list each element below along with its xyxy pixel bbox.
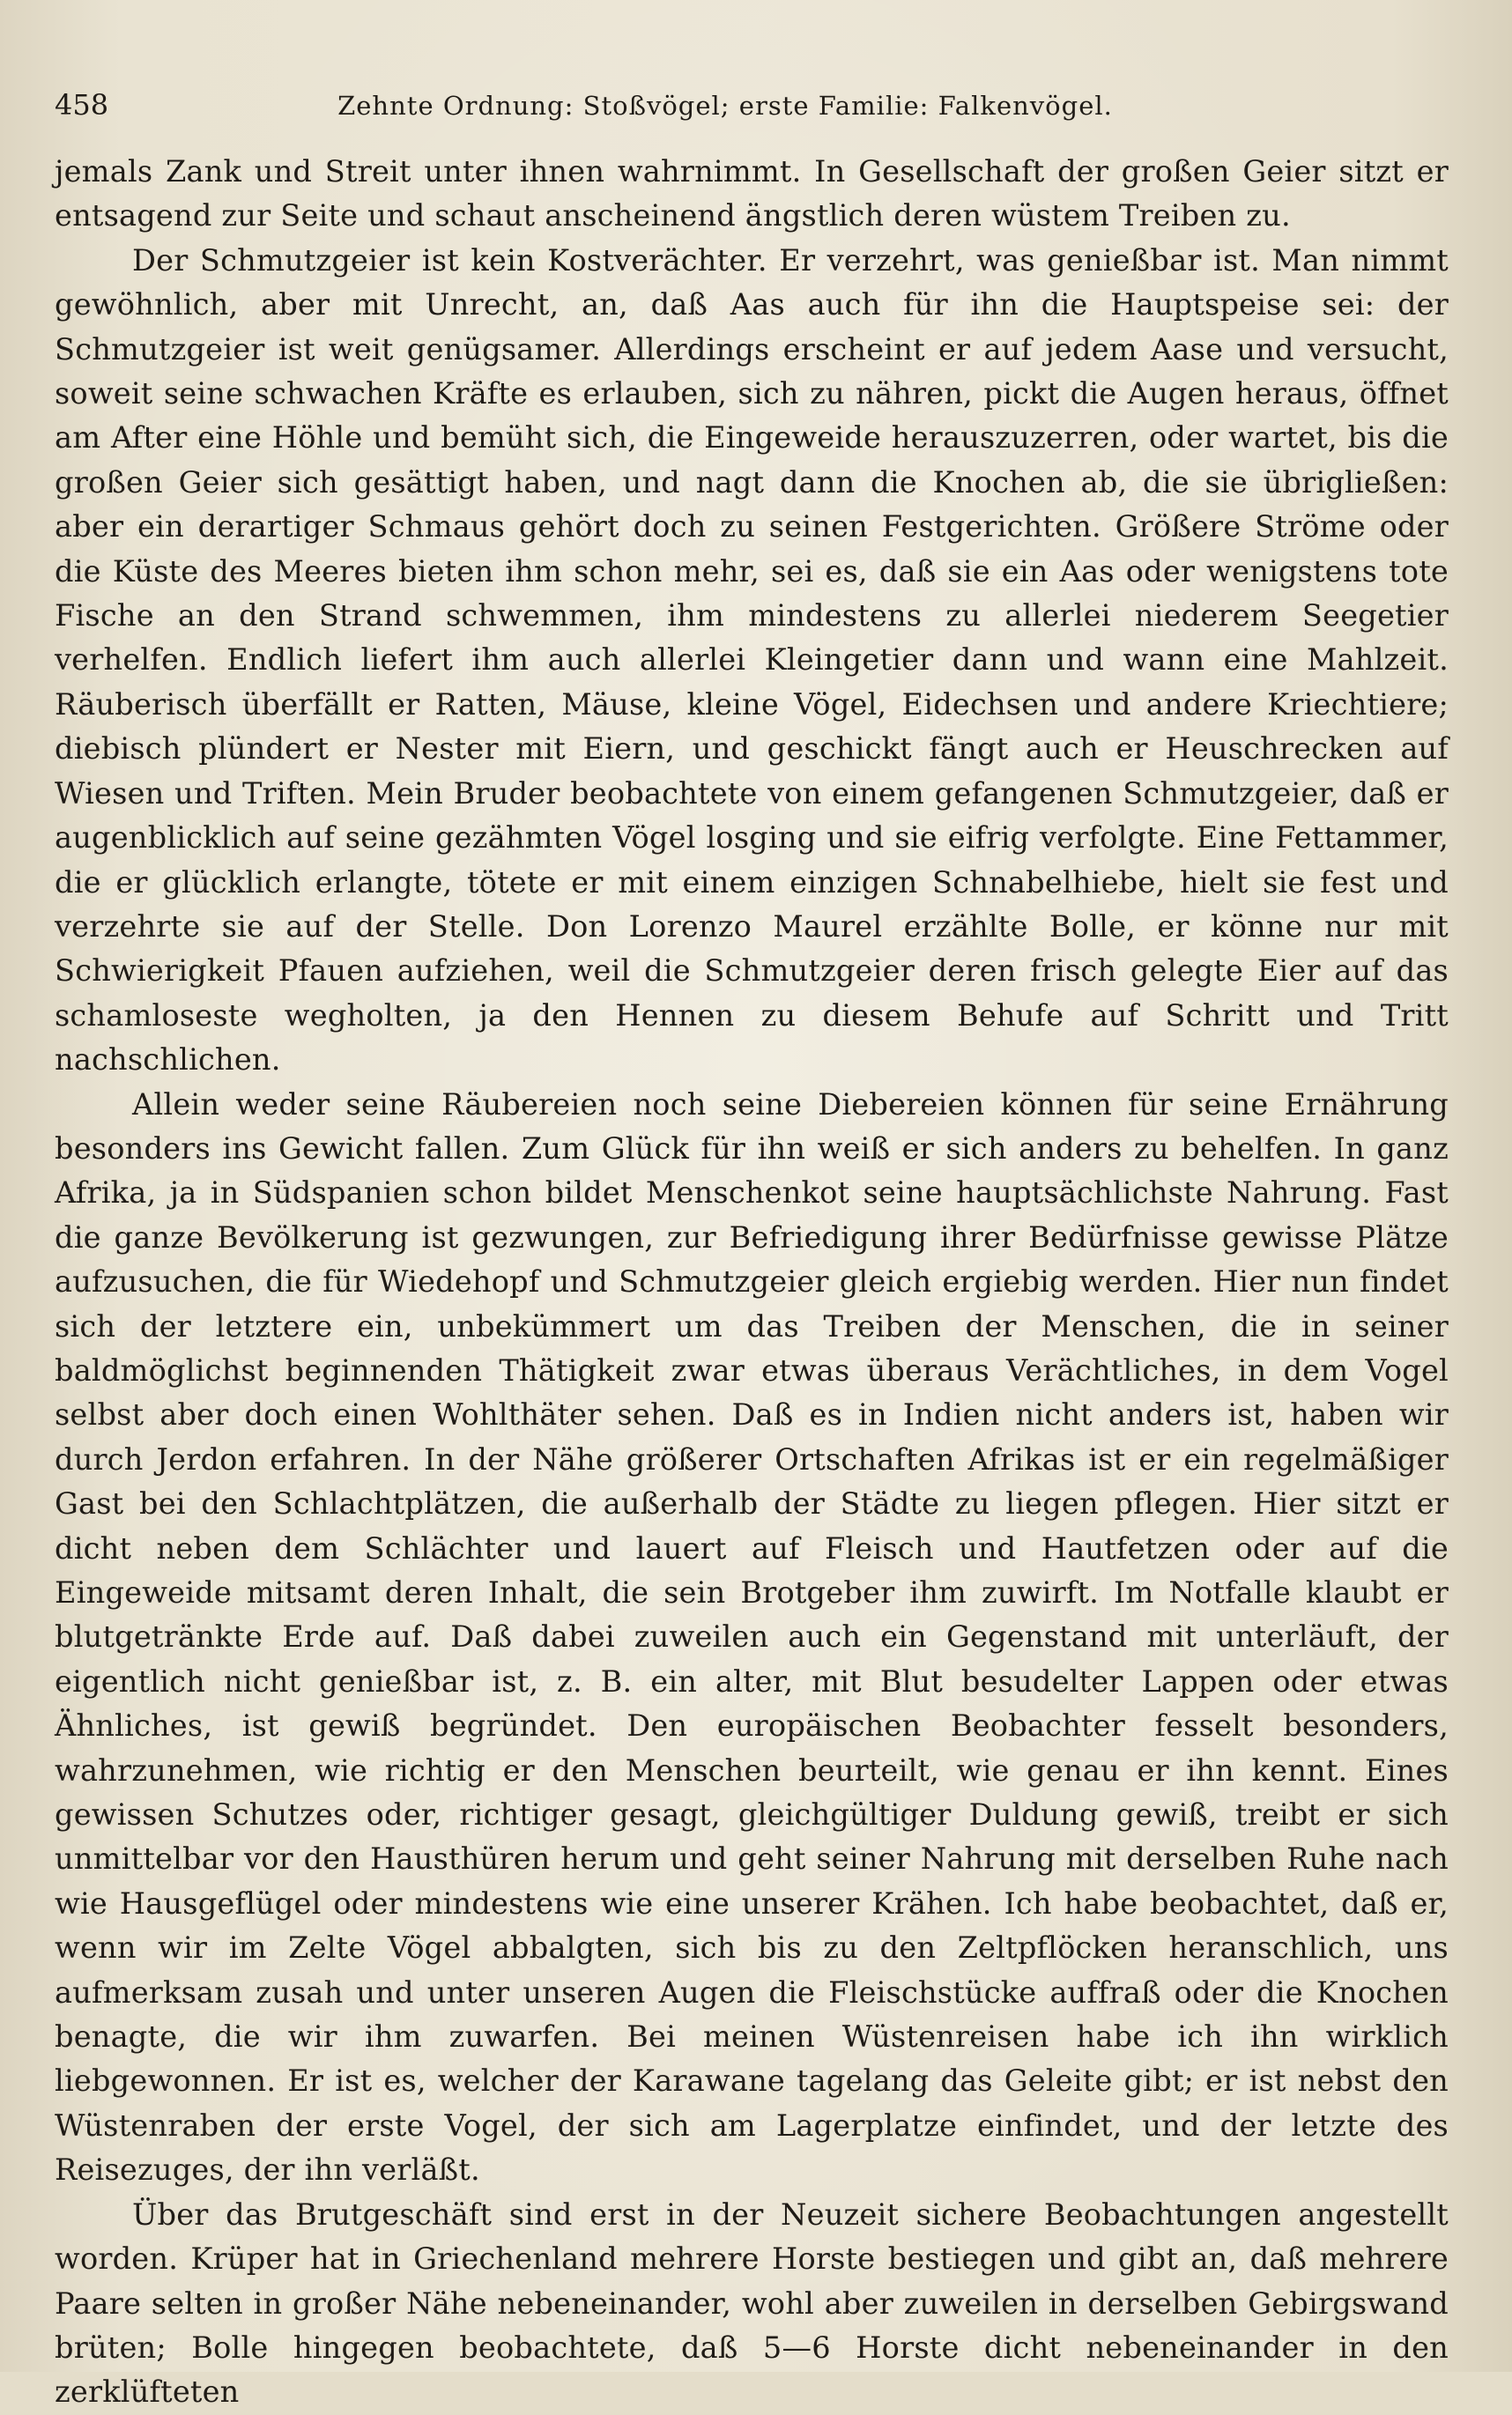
page-number: 458 (55, 88, 109, 122)
paragraph-4: Über das Brutgeschäft sind erst in der Neuzeit sichere Beobachtungen angestellt worden. Krüper hat in Griechenland mehrere Horste bestiegen und gibt an, daß mehrere Paare selten in großer Nähe nebeneinander, wohl aber zuweilen in derselben Gebirgswand brüten; Bolle hingegen beobachtete, daß 5—6 Horste dicht nebeneinander in den zerklüfteten (55, 2196, 1449, 2410)
paragraph-3: Allein weder seine Räubereien noch seine Diebereien können für seine Ernährung besonders ins Gewicht fallen. Zum Glück für ihn weiß er sich anders zu behelfen. In ganz Afrika, ja in Südspanien schon bildet Menschenkot seine hauptsächlichste Nahrung. Fast die ganze Bevölkerung ist gezwungen, zur Befriedigung ihrer Bedürfnisse gewisse Plätze aufzusuchen, die für Wiedehopf und Schmutzgeier gleich ergiebig werden. Hier nun findet sich der letztere ein, unbekümmert um das Treiben der Menschen, die in seiner baldmöglichst beginnenden Thätigkeit zwar etwas überaus Verächtliches, in dem Vogel selbst aber doch einen Wohlthäter sehen. Daß es in Indien nicht anders ist, haben wir durch Jerdon erfahren. In der Nähe größerer Ortschaften Afrikas ist er ein regelmäßiger Gast bei den Schlachtplätzen, die außerhalb der Städte zu liegen pflegen. Hier sitzt er dicht neben dem Schlächter und lauert auf Fleisch und Hautfetzen oder auf die Eingeweide mitsamt deren Inhalt, die sein Brotgeber ihm zuwirft. Im Notfalle klaubt er blutgetränkte Erde auf. Daß dabei zuweilen auch ein Gegenstand mit unterläuft, der eigentlich nicht genießbar ist, z. B. ein alter, mit Blut besudelter Lappen oder etwas Ähnliches, ist gewiß begründet. Den europäischen Beobachter fesselt besonders, wahrzunehmen, wie richtig er den Menschen beurteilt, wie genau er ihn kennt. Eines gewissen Schutzes oder, richtiger gesagt, gleichgültiger Duldung gewiß, treibt er sich unmittelbar vor den Hausthüren herum und geht seiner Nahrung mit derselben Ruhe nach wie Hausgeflügel oder mindestens wie eine unserer Krähen. Ich habe beobachtet, daß er, wenn wir im Zelte Vögel abbalgten, sich bis zu den Zeltpflöcken heranschlich, uns aufmerksam zusah und unter unseren Augen die Fleischstücke auffraß oder die Knochen benagte, die wir ihm zuwarfen. Bei meinen Wüstenreisen habe ich ihn wirklich liebgewonnen. Er ist es, welcher der Karawane tagelang das Geleite gibt; er ist nebst den Wüstenraben der erste Vogel, der sich am Lagerplatze einfindet, und der letzte des Reisezuges, der ihn verläßt. (55, 1086, 1449, 2188)
running-title: Zehnte Ordnung: Stoßvögel; erste Familie: Falkenvögel. (337, 91, 1113, 121)
paragraph-1: jemals Zank und Streit unter ihnen wahrnimmt. In Gesellschaft der großen Geier sitzt er entsagend zur Seite und schaut anscheinend ängstlich deren wüstem Treiben zu. (55, 154, 1449, 233)
body-text (55, 150, 1449, 2415)
paragraph-2: Der Schmutzgeier ist kein Kostverächter. Er verzehrt, was genießbar ist. Man nimmt gewöhnlich, aber mit Unrecht, an, daß Aas auch für ihn die Hauptspeise sei: der Schmutzgeier ist weit genügsamer. Allerdings erscheint er auf jedem Aase und versucht, soweit seine schwachen Kräfte es erlauben, sich zu nähren, pickt die Augen heraus, öffnet am After eine Höhle und bemüht sich, die Eingeweide herauszuzerren, oder wartet, bis die großen Geier sich gesättigt haben, und nagt dann die Knochen ab, die sie übrigließen: aber ein derartiger Schmaus gehört doch zu seinen Festgerichten. Größere Ströme oder die Küste des Meeres bieten ihm schon mehr, sei es, daß sie ein Aas oder wenigstens tote Fische an den Strand schwemmen, ihm mindestens zu allerlei niederem Seegetier verhelfen. Endlich liefert ihm auch allerlei Kleingetier dann und wann eine Mahlzeit. Räuberisch überfällt er Ratten, Mäuse, kleine Vögel, Eidechsen und andere Kriechtiere; diebisch plündert er Nester mit Eiern, und geschickt fängt auch er Heuschrecken auf Wiesen und Triften. Mein Bruder beobachtete von einem gefangenen Schmutzgeier, daß er augenblicklich auf seine gezähmten Vögel losging und sie eifrig verfolgte. Eine Fettammer, die er glücklich erlangte, tötete er mit einem einzigen Schnabelhiebe, hielt sie fest und verzehrte sie auf der Stelle. Don Lorenzo Maurel erzählte Bolle, er könne nur mit Schwierigkeit Pfauen aufziehen, weil die Schmutzgeier deren frisch gelegte Eier auf das schamloseste wegholten, ja den Hennen zu diesem Behufe auf Schritt und Tritt nachschlichen. (55, 242, 1449, 1078)
running-head (55, 88, 1449, 130)
